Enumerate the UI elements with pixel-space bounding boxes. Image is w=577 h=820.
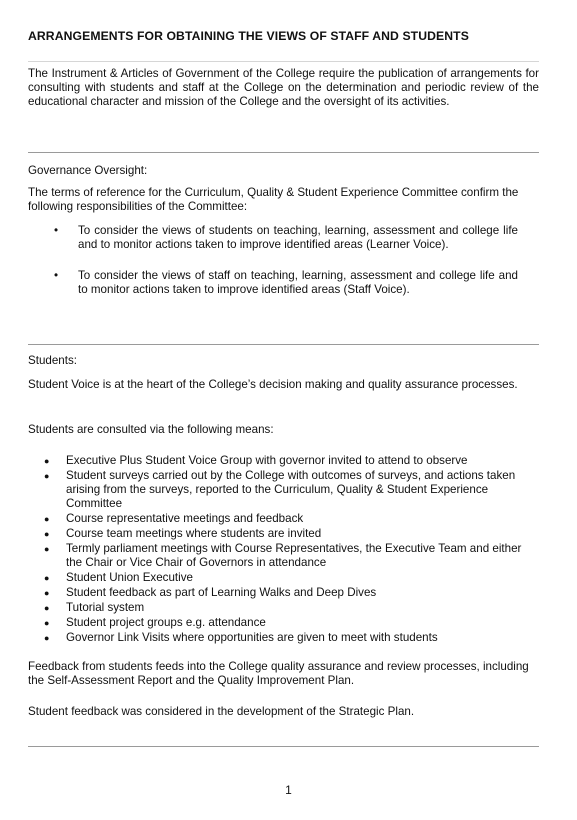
bullet-icon: ● (44, 544, 50, 554)
bullet-icon: • (54, 224, 59, 237)
governance-heading: Governance Oversight: (28, 164, 148, 177)
list-item: ● Student project groups e.g. attendance (44, 616, 266, 629)
list-item: ● Tutorial system (44, 601, 145, 614)
section-divider (28, 61, 539, 62)
bullet-icon: ● (44, 456, 50, 466)
section-divider (28, 746, 539, 747)
governance-list (28, 224, 518, 297)
bullet-icon: ● (44, 529, 50, 539)
bullet-icon: ● (44, 633, 50, 643)
page-number: 1 (285, 783, 292, 797)
list-item: ● Course team meetings where students are invited (44, 527, 322, 540)
list-item: ● Termly parliament meetings with Course Representatives, the Executive Team and either the Chair or Vice Chair of Governors in attendance (44, 542, 522, 569)
bullet-icon: ● (44, 573, 50, 583)
bullet-icon: ● (44, 471, 50, 481)
strategic-plan-paragraph: Student feedback was considered in the development of the Strategic Plan. (28, 705, 415, 718)
students-means-lead: Students are consulted via the following means: (28, 423, 274, 436)
governance-lead: The terms of reference for the Curriculum, Quality & Student Experience Committee confirm the following responsibilities of the Committee: (28, 186, 519, 213)
bullet-icon: ● (44, 618, 50, 628)
students-lead: Student Voice is at the heart of the College’s decision making and quality assurance processes. (28, 378, 518, 391)
list-item: ● Student surveys carried out by the College with outcomes of surveys, and actions taken arising from the surveys, reported to the Curriculum, Quality & Student Experience Committee (44, 469, 516, 510)
students-feedback-paragraph: Feedback from students feeds into the College quality assurance and review processes, including the Self-Assessment Report and the Quality Improvement Plan. (28, 660, 529, 687)
students-heading: Students: (28, 354, 77, 367)
list-item: ● Executive Plus Student Voice Group with governor invited to attend to observe (44, 454, 468, 467)
bullet-icon: ● (44, 588, 50, 598)
intro-paragraph: The Instrument & Articles of Government of the College require the publication of arrangements for consulting with students and staff at the College on the determination and periodic review of the educational character and mission of the College and the oversight of its activities. (28, 67, 539, 108)
list-item: ● Student Union Executive (44, 571, 193, 584)
bullet-icon: ● (44, 603, 50, 613)
section-divider (28, 344, 539, 345)
bullet-icon: • (54, 269, 59, 282)
section-divider (28, 152, 539, 153)
list-item: • To consider the views of staff on teaching, learning, assessment and college life and to monitor actions taken to improve identified areas (Staff Voice). (54, 269, 518, 296)
list-item: ● Course representative meetings and feedback (44, 512, 304, 525)
list-item: ● Student feedback as part of Learning Walks and Deep Dives (44, 586, 377, 599)
document-title: ARRANGEMENTS FOR OBTAINING THE VIEWS OF STAFF AND STUDENTS (28, 29, 469, 43)
list-item: ● Governor Link Visits where opportunities are given to meet with students (44, 631, 438, 644)
bullet-icon: ● (44, 514, 50, 524)
students-means-list (28, 454, 536, 645)
list-item: • To consider the views of students on teaching, learning, assessment and college life and to monitor actions taken to improve identified areas (Learner Voice). (54, 224, 518, 251)
